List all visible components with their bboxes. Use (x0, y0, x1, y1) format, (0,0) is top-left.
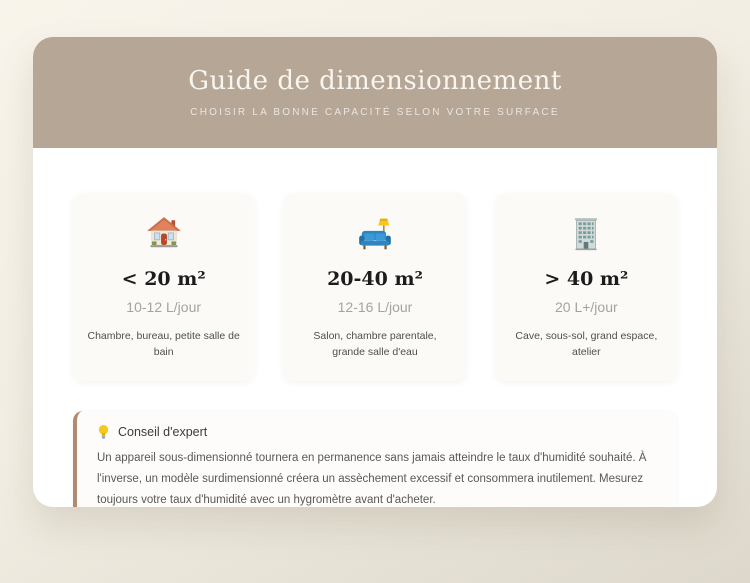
tip-title: Conseil d'expert (118, 424, 208, 439)
couch-lamp-icon (356, 215, 394, 253)
room-examples: Salon, chambre parentale, grande salle d'eau (313, 330, 437, 359)
surface-range: 20-40 m² (327, 268, 423, 290)
size-cards (73, 193, 677, 381)
office-building-icon (567, 215, 605, 253)
capacity-per-day: 20 L+/jour (554, 299, 618, 315)
lightbulb-icon (97, 424, 110, 440)
tip-body: Un appareil sous-dimensionné tournera en permanence sans jamais atteindre le taux d'humidité souhaité. À l'inverse, un modèle surdimensionné créera un assèchement excessif et consommera inutilement. Mesurez toujours votre taux d'humidité avec un hygromètre avant d'acheter. (97, 451, 647, 507)
size-card-large (496, 193, 677, 381)
house-icon (145, 215, 183, 253)
tip-title-row (97, 424, 657, 440)
size-card-small (73, 193, 254, 381)
surface-range: < 20 m² (121, 268, 206, 290)
sizing-guide-panel (33, 37, 717, 507)
page-title: Guide de dimensionnement (188, 66, 562, 96)
room-examples: Cave, sous-sol, grand espace, atelier (515, 330, 658, 359)
panel-body (33, 148, 717, 507)
page-subtitle: CHOISIR LA BONNE CAPACITÉ SELON VOTRE SURFACE (190, 107, 560, 118)
expert-tip-box (73, 411, 677, 507)
room-examples: Chambre, bureau, petite salle de bain (87, 330, 240, 359)
surface-range: > 40 m² (544, 268, 629, 290)
capacity-per-day: 10-12 L/jour (126, 299, 202, 315)
size-card-medium (284, 193, 465, 381)
panel-header (33, 37, 717, 148)
capacity-per-day: 12-16 L/jour (337, 299, 413, 315)
